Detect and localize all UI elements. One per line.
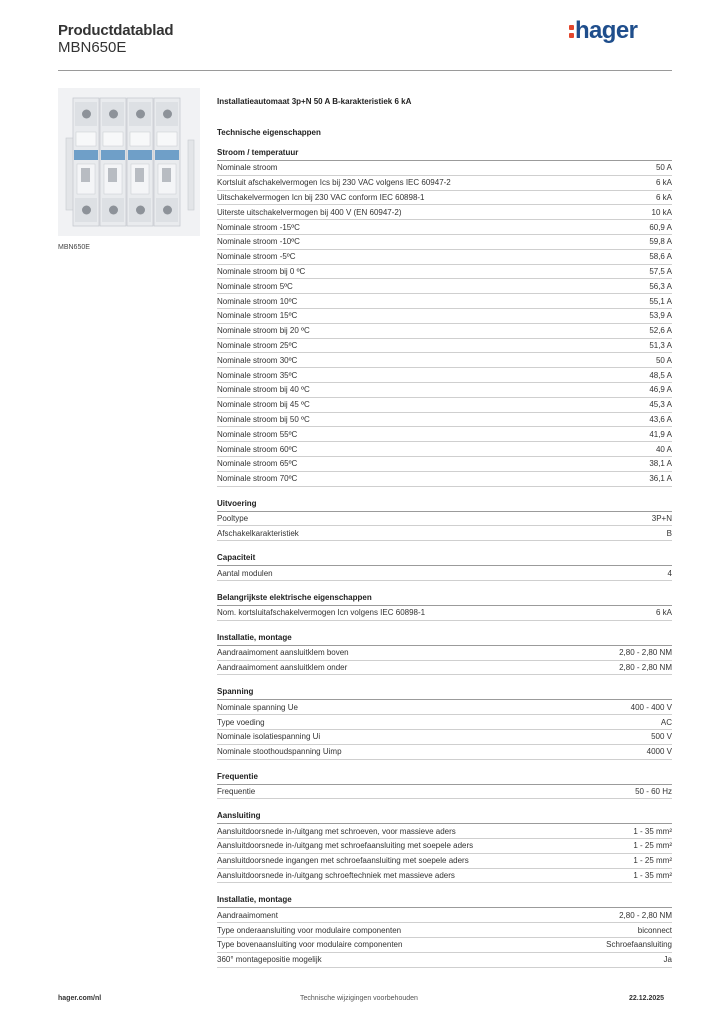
spec-row	[217, 161, 672, 176]
section-title: Stroom / temperatuur	[217, 147, 672, 161]
section-title: Belangrijkste elektrische eigenschappen	[217, 592, 672, 606]
spec-value: 4000 V	[646, 747, 672, 757]
spec-label: Nominale stroom 5ºC	[217, 281, 293, 291]
spec-label: Nominale stroom bij 45 ºC	[217, 400, 310, 410]
product-image	[58, 88, 200, 236]
spec-value: 1 - 25 mm²	[633, 856, 672, 866]
spec-row	[217, 353, 672, 368]
spec-value: 57,5 A	[649, 266, 672, 276]
spec-section	[217, 592, 672, 621]
section-title: Installatie, montage	[217, 632, 672, 646]
spec-section	[217, 552, 672, 581]
section-title: Capaciteit	[217, 552, 672, 566]
header-divider	[58, 70, 672, 71]
circuit-breaker-illustration	[58, 88, 200, 236]
spec-value: 2,80 - 2,80 NM	[619, 648, 672, 658]
spec-row	[217, 324, 672, 339]
spec-label: Aantal modulen	[217, 568, 273, 578]
spec-label: Uiterste uitschakelvermogen bij 400 V (EN 60947-2)	[217, 207, 402, 217]
spec-row	[217, 294, 672, 309]
spec-label: Aansluitdoorsnede in-/uitgang met schroeven, voor massieve aders	[217, 826, 456, 836]
spec-row	[217, 368, 672, 383]
spec-label: Nominale stroom 55ºC	[217, 429, 298, 439]
spec-label: Aansluitdoorsnede ingangen met schroefaansluiting met soepele aders	[217, 856, 469, 866]
spec-row	[217, 700, 672, 715]
spec-value: 55,1 A	[649, 296, 672, 306]
spec-value: 45,3 A	[649, 400, 672, 410]
spec-section	[217, 771, 672, 800]
spec-value: 6 kA	[655, 192, 672, 202]
spec-label: Uitschakelvermogen Icn bij 230 VAC conform IEC 60898-1	[217, 192, 425, 202]
spec-row	[217, 606, 672, 621]
spec-value: 2,80 - 2,80 NM	[619, 662, 672, 672]
spec-row	[217, 265, 672, 280]
spec-value: Schroefaansluiting	[606, 940, 672, 950]
spec-value: 41,9 A	[649, 429, 672, 439]
spec-value: 59,8 A	[649, 237, 672, 247]
section-title: Installatie, montage	[217, 894, 672, 908]
spec-value: 36,1 A	[649, 474, 672, 484]
spec-row	[217, 854, 672, 869]
spec-section	[217, 810, 672, 883]
spec-row	[217, 730, 672, 745]
spec-value: Ja	[663, 955, 672, 965]
spec-section	[217, 498, 672, 542]
spec-row	[217, 413, 672, 428]
spec-label: Nominale stroom 35ºC	[217, 370, 298, 380]
spec-row	[217, 309, 672, 324]
breaker-pole	[154, 98, 180, 226]
spec-value: 58,6 A	[649, 252, 672, 262]
spec-value: 50 A	[655, 163, 672, 173]
spec-label: Type bovenaansluiting voor modulaire componenten	[217, 940, 403, 950]
spec-value: 1 - 25 mm²	[633, 841, 672, 851]
spec-value: 38,1 A	[649, 459, 672, 469]
spec-value: 10 kA	[651, 207, 672, 217]
spec-label: Nominale stroom bij 0 ºC	[217, 266, 306, 276]
spec-value: biconnect	[637, 925, 672, 935]
spec-value: AC	[660, 717, 672, 727]
spec-label: Nominale stroom 25ºC	[217, 340, 298, 350]
spec-label: Nominale stroom 30ºC	[217, 355, 298, 365]
spec-label: Nominale isolatiespanning Ui	[217, 732, 321, 742]
section-title: Frequentie	[217, 771, 672, 785]
spec-row	[217, 442, 672, 457]
spec-row	[217, 526, 672, 541]
footer-website: hager.com/nl	[58, 995, 102, 1002]
breaker-pole	[73, 98, 99, 226]
spec-row	[217, 398, 672, 413]
spec-row	[217, 745, 672, 760]
spec-row	[217, 953, 672, 968]
spec-row	[217, 566, 672, 581]
spec-value: 4	[667, 568, 672, 578]
spec-section	[217, 147, 672, 487]
section-title: Uitvoering	[217, 498, 672, 512]
footer-date: 22.12.2025	[629, 995, 665, 1002]
product-code: MBN650E	[58, 39, 127, 56]
spec-label: Nominale stroom bij 40 ºC	[217, 385, 310, 395]
spec-label: Nominale stroom -5ºC	[217, 252, 296, 262]
spec-value: 51,3 A	[649, 340, 672, 350]
spec-row	[217, 250, 672, 265]
spec-row	[217, 923, 672, 938]
product-name: Installatieautomaat 3p+N 50 A B-karakteristiek 6 kA	[217, 97, 412, 106]
spec-label: Type voeding	[217, 717, 265, 727]
spec-label: Aansluitdoorsnede in-/uitgang schroeftechniek met massieve aders	[217, 871, 455, 881]
spec-value: 6 kA	[655, 608, 672, 618]
spec-row	[217, 715, 672, 730]
spec-value: B	[666, 528, 672, 538]
spec-label: Nominale stroom 70ºC	[217, 474, 298, 484]
spec-label: Nominale stroom bij 50 ºC	[217, 414, 310, 424]
spec-label: Nominale spanning Ue	[217, 702, 298, 712]
spec-label: Aansluitdoorsnede in-/uitgang met schroefaansluiting met soepele aders	[217, 841, 474, 851]
spec-row	[217, 661, 672, 676]
spec-row	[217, 908, 672, 923]
spec-label: Nominale stroom	[217, 163, 278, 173]
spec-section	[217, 632, 672, 676]
spec-row	[217, 191, 672, 206]
footer-disclaimer: Technische wijzigingen voorbehouden	[300, 995, 418, 1002]
spec-row	[217, 279, 672, 294]
spec-row	[217, 205, 672, 220]
spec-row	[217, 457, 672, 472]
datasheet-content	[217, 96, 672, 968]
image-caption: MBN650E	[58, 244, 90, 251]
logo-text: hager	[575, 17, 638, 44]
spec-label: Type onderaansluiting voor modulaire componenten	[217, 925, 402, 935]
spec-row	[217, 646, 672, 661]
logo-dots-icon	[568, 22, 575, 40]
spec-row	[217, 824, 672, 839]
spec-row	[217, 785, 672, 800]
spec-section	[217, 894, 672, 967]
spec-row	[217, 220, 672, 235]
section-title: Spanning	[217, 686, 672, 700]
tech-properties-title: Technische eigenschappen	[217, 128, 321, 137]
properties-sections	[217, 147, 672, 968]
spec-value: 40 A	[655, 444, 672, 454]
spec-value: 50 - 60 Hz	[635, 786, 672, 796]
spec-label: Aandraaimoment	[217, 910, 278, 920]
spec-label: Nom. kortsluitafschakelvermogen Icn volgens IEC 60898-1	[217, 608, 426, 618]
spec-value: 43,6 A	[649, 414, 672, 424]
breaker-pole	[100, 98, 126, 226]
spec-label: Pooltype	[217, 513, 249, 523]
spec-row	[217, 383, 672, 398]
spec-label: Kortsluit afschakelvermogen Ics bij 230 VAC volgens IEC 60947-2	[217, 178, 451, 188]
spec-label: Nominale stroom -10ºC	[217, 237, 300, 247]
spec-label: Nominale stroom 10ºC	[217, 296, 298, 306]
page-title: Productdatablad	[58, 22, 174, 39]
spec-row	[217, 839, 672, 854]
spec-label: Frequentie	[217, 786, 256, 796]
spec-value: 3P+N	[651, 513, 672, 523]
spec-label: 360° montagepositie mogelijk	[217, 955, 322, 965]
section-title: Aansluiting	[217, 810, 672, 824]
spec-row	[217, 235, 672, 250]
spec-label: Nominale stoothoudspanning Uimp	[217, 747, 342, 757]
spec-section	[217, 686, 672, 759]
spec-value: 56,3 A	[649, 281, 672, 291]
spec-value: 400 - 400 V	[630, 702, 672, 712]
spec-label: Nominale stroom bij 20 ºC	[217, 326, 310, 336]
spec-row	[217, 427, 672, 442]
spec-row	[217, 176, 672, 191]
spec-label: Nominale stroom 60ºC	[217, 444, 298, 454]
spec-value: 52,6 A	[649, 326, 672, 336]
breaker-pole	[127, 98, 153, 226]
spec-row	[217, 512, 672, 527]
spec-value: 60,9 A	[649, 222, 672, 232]
spec-label: Aandraaimoment aansluitklem onder	[217, 662, 348, 672]
spec-row	[217, 339, 672, 354]
spec-value: 6 kA	[655, 178, 672, 188]
spec-value: 48,5 A	[649, 370, 672, 380]
spec-value: 500 V	[651, 732, 672, 742]
spec-value: 50 A	[655, 355, 672, 365]
spec-value: 1 - 35 mm²	[633, 826, 672, 836]
spec-value: 46,9 A	[649, 385, 672, 395]
spec-label: Nominale stroom 65ºC	[217, 459, 298, 469]
spec-value: 53,9 A	[649, 311, 672, 321]
spec-value: 1 - 35 mm²	[633, 871, 672, 881]
spec-value: 2,80 - 2,80 NM	[619, 910, 672, 920]
spec-label: Afschakelkarakteristiek	[217, 528, 299, 538]
spec-label: Nominale stroom 15ºC	[217, 311, 298, 321]
spec-label: Aandraaimoment aansluitklem boven	[217, 648, 349, 658]
spec-row	[217, 472, 672, 487]
spec-row	[217, 869, 672, 884]
spec-label: Nominale stroom -15ºC	[217, 222, 300, 232]
spec-row	[217, 938, 672, 953]
hager-logo	[568, 17, 637, 45]
